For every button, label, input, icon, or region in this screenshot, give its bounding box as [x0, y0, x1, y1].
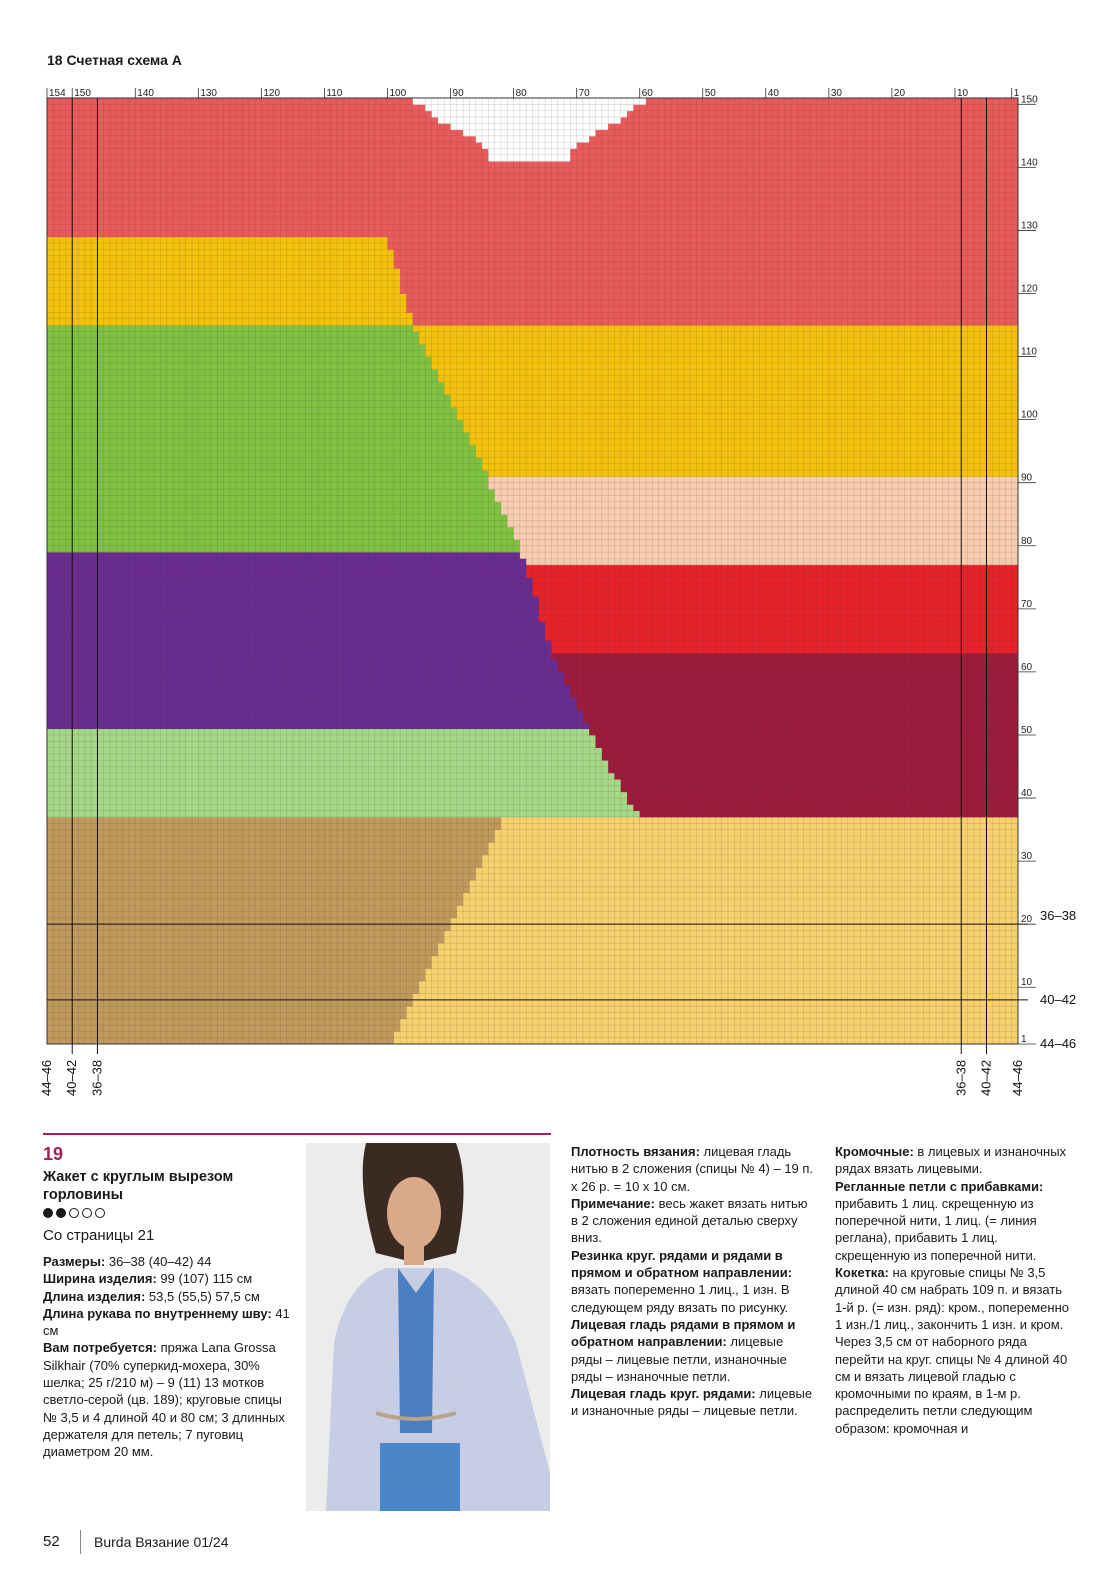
instruction-paragraph: [571, 1143, 816, 1195]
yellow-area: [457, 407, 1018, 414]
footer-separator: [80, 1530, 81, 1554]
neckline-cutout: [488, 148, 570, 155]
light-yellow-area: [495, 836, 1018, 843]
instruction-paragraph: [571, 1247, 816, 1316]
right-tick-label: 110: [1021, 346, 1037, 358]
light-yellow-area: [432, 956, 1018, 963]
instruction-text: вязать попеременно 1 лиц., 1 изн. В следующем ряду вязать по рисунку.: [571, 1282, 790, 1315]
difficulty-rating: [43, 1208, 113, 1220]
difficulty-dot-empty: [82, 1208, 92, 1218]
right-tick-label: 100: [1021, 409, 1038, 421]
maroon-area: [596, 735, 1018, 742]
size-mark-right: 36–38: [1040, 907, 1077, 923]
green-area: [47, 457, 482, 464]
maroon-area: [558, 666, 1018, 673]
instruction-text: пряжа Lana Grossa Silkhair (70% суперкид-мохера, 30% шелка; 25 г/210 м) – 9 (11) 13 мотков светло-серой (цв. 189); круговые спицы № 3,5 и 4 длиной 40 и 80 см; 3 длинных держателя для петель; 7 пуговиц диаметром 20 мм.: [43, 1340, 285, 1460]
tan-area: [47, 937, 445, 944]
tan-area: [47, 930, 445, 937]
yellow-area: [444, 388, 1018, 395]
purple-area: [47, 628, 546, 635]
instruction-text: 41 см: [43, 1305, 290, 1339]
yellow-area: [419, 338, 1018, 345]
instruction-paragraph: [43, 1288, 293, 1305]
top-tick-label: 70: [578, 88, 590, 99]
instruction-text: весь жакет вязать нитью в 2 сложения единой деталью сверху вниз.: [571, 1195, 808, 1246]
red-area: [394, 256, 1018, 263]
purple-area: [47, 691, 571, 698]
maroon-area: [633, 804, 1018, 811]
instruction-paragraph: [43, 1339, 293, 1460]
tan-area: [47, 912, 457, 919]
yellow-area: [47, 256, 394, 263]
size-mark-bottom: 36–38: [89, 1059, 105, 1096]
size-mark-right: 44–46: [1040, 1036, 1077, 1051]
bright-red-area: [545, 621, 1018, 628]
instruction-paragraph: [571, 1385, 816, 1420]
purple-area: [47, 716, 583, 723]
right-tick-label: 140: [1021, 157, 1038, 169]
maroon-area: [621, 779, 1018, 786]
tan-area: [47, 1031, 394, 1038]
green-area: [47, 495, 495, 502]
instruction-text: в лицевых и изнаночных рядах вязать лицевыми.: [835, 1144, 1067, 1177]
instruction-heading: Вам потребуется:: [43, 1340, 157, 1356]
green-area: [47, 407, 457, 414]
green-area: [47, 357, 432, 364]
green-area: [47, 413, 457, 420]
light-yellow-area: [394, 1038, 1018, 1045]
instruction-heading: Кромочные:: [835, 1144, 914, 1159]
instruction-text: 53,5 (55,5) 57,5 см: [145, 1288, 260, 1304]
size-mark-bottom: 44–46: [39, 1059, 54, 1096]
light-yellow-area: [457, 905, 1018, 912]
top-tick-label: 90: [452, 88, 464, 99]
tan-area: [47, 905, 457, 912]
top-tick-label: 10: [956, 88, 969, 99]
size-mark-bottom: 40–42: [978, 1059, 994, 1096]
instruction-text: прибавить 1 лиц. скрещенную из поперечной нити, 1 лиц. (= линия реглана), прибавить 1 лиц. скрещенную из поперечной нити.: [835, 1195, 1037, 1263]
bright-red-area: [533, 590, 1019, 597]
yellow-area: [482, 457, 1018, 464]
green-area: [47, 539, 520, 546]
right-tick-label: 60: [1021, 661, 1033, 673]
right-tick-label: 30: [1021, 851, 1033, 863]
instruction-heading: Ширина изделия:: [43, 1271, 157, 1287]
yellow-area: [469, 432, 1018, 439]
right-tick-label: 20: [1021, 914, 1033, 926]
tan-area: [47, 987, 419, 994]
instruction-text: лицевые ряды – лицевые петли, изнаночные ряды – изнаночные петли.: [571, 1334, 787, 1384]
purple-area: [47, 710, 583, 717]
neckline-cutout: [463, 130, 595, 137]
yellow-area: [432, 363, 1018, 370]
maroon-area: [608, 760, 1018, 767]
instruction-heading: Лицевая гладь круг. рядами:: [571, 1386, 756, 1402]
model-photo: [306, 1143, 550, 1511]
light-yellow-area: [419, 987, 1018, 994]
top-tick-label: 1: [1013, 88, 1020, 99]
top-tick-label: 60: [641, 88, 653, 99]
light-green-area: [47, 767, 609, 774]
instruction-paragraph: [43, 1305, 293, 1340]
light-yellow-area: [394, 1031, 1018, 1038]
maroon-area: [558, 659, 1018, 666]
purple-area: [47, 552, 520, 559]
top-tick-label: 40: [767, 88, 779, 99]
neckline-cutout: [425, 104, 633, 111]
light-yellow-area: [419, 981, 1018, 988]
tan-area: [47, 1012, 407, 1019]
yellow-area: [47, 262, 394, 269]
purple-area: [47, 659, 558, 666]
instruction-heading: Регланные петли с прибавками:: [835, 1178, 1044, 1194]
instruction-paragraph: [571, 1316, 816, 1385]
maroon-area: [583, 710, 1018, 717]
right-tick-label: 1: [1021, 1034, 1027, 1045]
instruction-text: 99 (107) 115 см: [156, 1271, 253, 1287]
instruction-paragraph: [835, 1143, 1075, 1178]
tan-area: [47, 836, 495, 843]
green-area: [47, 546, 520, 553]
light-yellow-area: [444, 937, 1018, 944]
instruction-heading: Размеры:: [43, 1254, 106, 1269]
top-tick-label: 30: [830, 88, 842, 99]
green-area: [47, 382, 445, 389]
light-yellow-area: [469, 880, 1018, 887]
instruction-text: на круговые спицы № 3,5 длиной 40 см набрать 109 п. и вязать 1-й р. (= изн. ряд): кром., попеременно 1 изн./1 лиц., закончить 1 изн. и кром.: [835, 1265, 1069, 1332]
difficulty-dot-empty: [69, 1208, 79, 1218]
peach-area: [520, 546, 1018, 553]
red-area: [406, 306, 1018, 313]
tan-area: [47, 830, 495, 837]
yellow-area: [432, 357, 1018, 364]
top-tick-label: 150: [74, 88, 91, 99]
light-yellow-area: [406, 1006, 1018, 1013]
right-tick-label: 90: [1021, 472, 1033, 484]
red-area: [394, 262, 1018, 269]
top-tick-label: 130: [200, 88, 218, 99]
tan-area: [47, 981, 419, 988]
neckline-cutout: [482, 142, 577, 149]
bright-red-area: [533, 584, 1019, 591]
magazine-name: Burda Вязание 01/24: [94, 1534, 229, 1550]
light-yellow-area: [444, 930, 1018, 937]
top-tick-label: 140: [137, 88, 154, 99]
yellow-area: [47, 306, 407, 313]
pattern-title: Жакет с круглым вырезом горловины: [43, 1169, 234, 1203]
purple-area: [47, 685, 571, 692]
instruction-heading: Длина рукава по внутреннему шву:: [43, 1305, 272, 1321]
size-mark-bottom: 40–42: [64, 1059, 80, 1096]
size-mark-bottom: 36–38: [953, 1059, 969, 1096]
top-tick-label: 20: [893, 88, 906, 99]
instruction-paragraph: [43, 1270, 293, 1287]
instruction-heading: Лицевая гладь рядами в прямом и обратном направлении:: [571, 1316, 796, 1350]
bright-red-area: [533, 577, 1019, 584]
green-area: [47, 464, 482, 471]
chart-title: 18 Счетная схема А: [47, 52, 182, 68]
green-area: [47, 331, 419, 338]
instruction-paragraph: [835, 1333, 1075, 1437]
red-area: [394, 249, 1018, 256]
section-divider: [43, 1133, 551, 1135]
instruction-heading: Резинка круг. рядами и рядами в прямом и обратном направлении:: [571, 1247, 793, 1281]
maroon-area: [621, 785, 1018, 792]
purple-area: [47, 577, 533, 584]
instructions-column-3: [835, 1143, 1075, 1437]
yellow-area: [419, 331, 1018, 338]
right-tick-label: 150: [1021, 94, 1038, 106]
neckline-cutout: [438, 117, 621, 124]
green-area: [47, 388, 445, 395]
light-yellow-area: [482, 861, 1018, 868]
instruction-paragraph: [571, 1195, 816, 1247]
tan-area: [47, 962, 432, 969]
light-yellow-area: [469, 886, 1018, 893]
peach-area: [520, 539, 1018, 546]
from-page-note: Со страницы 21: [43, 1227, 155, 1244]
tan-area: [47, 956, 432, 963]
instruction-text: лицевые и изнаночные ряды – лицевые петли.: [571, 1386, 813, 1419]
light-yellow-area: [495, 830, 1018, 837]
light-yellow-area: [482, 855, 1018, 862]
red-area: [406, 300, 1018, 307]
instruction-text: Через 3,5 см от наборного ряда перейти на круг. спицы № 4 длиной 40 см и вязать лицевой гладью с кромочными по краям, в 1-м р. распределить петли следующим образом: кромочная и: [835, 1334, 1068, 1436]
right-tick-label: 40: [1021, 788, 1033, 800]
instruction-heading: Кокетка:: [835, 1265, 889, 1281]
peach-area: [520, 552, 1018, 559]
instructions-column-2: [571, 1143, 816, 1420]
maroon-area: [596, 741, 1018, 748]
size-mark-right: 40–42: [1040, 991, 1077, 1007]
instruction-heading: Длина изделия:: [43, 1288, 146, 1304]
right-tick-label: 70: [1021, 598, 1033, 610]
top-tick-label: 120: [263, 88, 281, 99]
size-mark-bottom: 44–46: [1010, 1059, 1025, 1096]
maroon-area: [583, 716, 1018, 723]
tan-area: [47, 1038, 394, 1045]
purple-area: [47, 584, 533, 591]
yellow-area: [444, 382, 1018, 389]
page-number: 52: [43, 1533, 60, 1550]
yellow-area: [47, 294, 407, 301]
purple-area: [47, 621, 546, 628]
right-tick-label: 130: [1021, 220, 1038, 232]
tan-area: [47, 861, 482, 868]
red-area: [406, 294, 1018, 301]
difficulty-dot-filled: [56, 1208, 66, 1218]
green-area: [47, 489, 495, 496]
right-tick-label: 50: [1021, 724, 1033, 736]
instruction-text: 36–38 (40–42) 44: [105, 1254, 212, 1269]
bright-red-area: [545, 628, 1018, 635]
tan-area: [47, 1006, 407, 1013]
instructions-column-1: [43, 1253, 293, 1461]
top-tick-label: 50: [704, 88, 716, 99]
purple-area: [47, 666, 558, 673]
yellow-area: [482, 464, 1018, 471]
green-area: [47, 338, 419, 345]
peach-area: [495, 495, 1018, 502]
top-tick-label: 154: [49, 88, 66, 99]
difficulty-dot-filled: [43, 1208, 53, 1218]
light-green-area: [47, 760, 609, 767]
green-area: [47, 363, 432, 370]
neckline-cutout: [488, 155, 570, 162]
instruction-heading: Примечание:: [571, 1195, 655, 1211]
top-tick-label: 100: [389, 88, 407, 99]
maroon-area: [608, 767, 1018, 774]
yellow-area: [469, 439, 1018, 446]
light-green-area: [47, 779, 621, 786]
maroon-area: [570, 685, 1018, 692]
yellow-area: [457, 413, 1018, 420]
maroon-area: [570, 691, 1018, 698]
light-yellow-area: [457, 912, 1018, 919]
pattern-number: 19: [43, 1144, 64, 1164]
tan-area: [47, 855, 482, 862]
instruction-heading: Плотность вязания:: [571, 1144, 700, 1159]
bright-red-area: [545, 634, 1018, 641]
peach-area: [507, 514, 1018, 521]
peach-area: [507, 521, 1018, 528]
light-green-area: [47, 785, 621, 792]
neckline-cutout: [432, 111, 627, 118]
purple-area: [47, 590, 533, 597]
instruction-paragraph: [835, 1178, 1075, 1264]
top-tick-label: 80: [515, 88, 527, 99]
neckline-cutout: [413, 98, 646, 105]
peach-area: [495, 489, 1018, 496]
light-yellow-area: [432, 962, 1018, 969]
neckline-cutout: [451, 123, 609, 130]
instruction-text: лицевая гладь нитью в 2 сложения (спицы № 4) – 19 п. х 26 р. = 10 х 10 см.: [571, 1144, 814, 1194]
top-tick-label: 110: [326, 88, 343, 99]
instruction-paragraph: [835, 1264, 1075, 1333]
right-tick-label: 80: [1021, 535, 1033, 547]
yellow-area: [47, 249, 394, 256]
right-tick-label: 10: [1021, 977, 1033, 989]
right-tick-label: 120: [1021, 283, 1038, 295]
instruction-paragraph: [43, 1253, 293, 1270]
light-yellow-area: [406, 1012, 1018, 1019]
yellow-area: [47, 300, 407, 307]
difficulty-dot-empty: [95, 1208, 105, 1218]
purple-area: [47, 634, 546, 641]
